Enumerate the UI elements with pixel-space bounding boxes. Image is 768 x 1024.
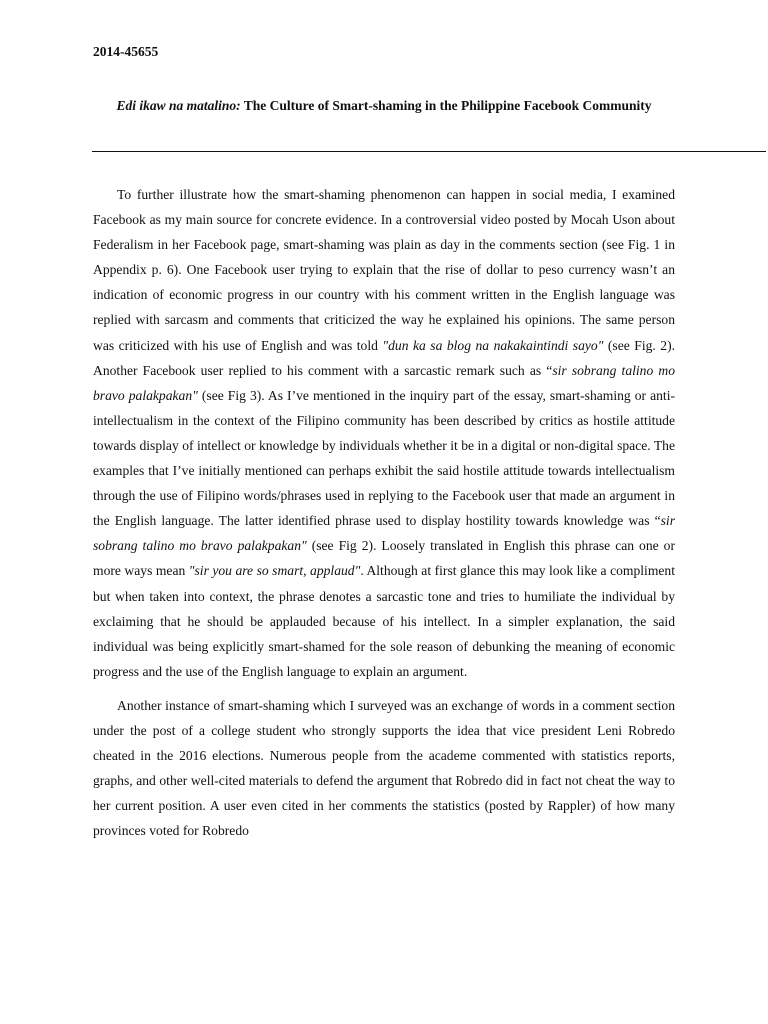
title-italic-part: Edi ikaw na matalino:: [116, 98, 241, 113]
quote-sir-you-are-so-smart: "sir you are so smart, applaud": [188, 563, 361, 579]
paragraph-1: [93, 182, 675, 684]
paragraph-1-text-b: (see Fig. 2). Another Facebook user replied to his comment with a sarcastic remark such as “: [93, 337, 675, 378]
quote-sir-sobrang-talino-1: sir sobrang talino mo bravo palakpakan": [93, 362, 676, 403]
paragraph-2: Another instance of smart-shaming which I surveyed was an exchange of words in a comment section under the post of a college student who strongly supports the idea that vice president Leni Robredo cheated in the 2016 elections. Numerous people from the academe commented with statistics reports, graphs, and other well-cited materials to defend the argument that Robredo did in fact not cheat the way to her current position. A user even cited in her comments the statistics (posted by Rappler) of how many provinces voted for Robredo: [93, 697, 675, 839]
document-title: [93, 92, 675, 119]
title-main-part: The Culture of Smart-shaming in the Philippine Facebook Community: [240, 98, 652, 113]
essay-body: [93, 182, 675, 852]
quote-sir-sobrang-talino-2: sir sobrang talino mo bravo palakpakan": [93, 513, 675, 554]
paragraph-1-text-c: (see Fig 3). As I’ve mentioned in the inquiry part of the essay, smart-shaming or anti-intellectualism in the context of the Filipino community has been described by critics as hostile attitude towards display of intellect or knowledge by individuals whether it be in a digital or non-digital space. The examples that I’ve initially mentioned can perhaps exhibit the said hostile attitude towards intellectualism through the use of Filipino words/phrases used in replying to the Facebook user that made an argument in the English language. The latter identified phrase used to display hostility towards knowledge was “: [93, 387, 675, 529]
paragraph-1-text-a: To further illustrate how the smart-shaming phenomenon can happen in social media, I examined Facebook as my main source for concrete evidence. In a controversial video posted by Mocah Uson about Federalism in her Facebook page, smart-shaming was plain as day in the comments section (see Fig. 1 in Appendix p. 6). One Facebook user trying to explain that the rise of dollar to peso currency wasn’t an indication of economic progress in our country with his comment written in the English language was replied with sarcasm and comments that criticized the way he explained his opinions. The same person was criticized with his use of English and was told: [93, 187, 675, 353]
title-divider: [92, 151, 766, 152]
student-id: 2014-45655: [93, 44, 159, 59]
paragraph-1-text-e: . Although at first glance this may look like a compliment but when taken into context, the phrase denotes a sarcastic tone and tries to humiliate the individual by exclaiming that he should be applauded because of his intellect. In a simpler explanation, the said individual was being explicitly smart-shamed for the sole reason of debunking the meaning of economic progress and the use of the English language to explain an argument.: [93, 563, 675, 679]
quote-dun-ka-sa-blog: "dun ka sa blog na nakakaintindi sayo": [382, 337, 604, 353]
paragraph-1-text-d: (see Fig 2). Loosely translated in English this phrase can one or more ways mean: [93, 538, 675, 579]
